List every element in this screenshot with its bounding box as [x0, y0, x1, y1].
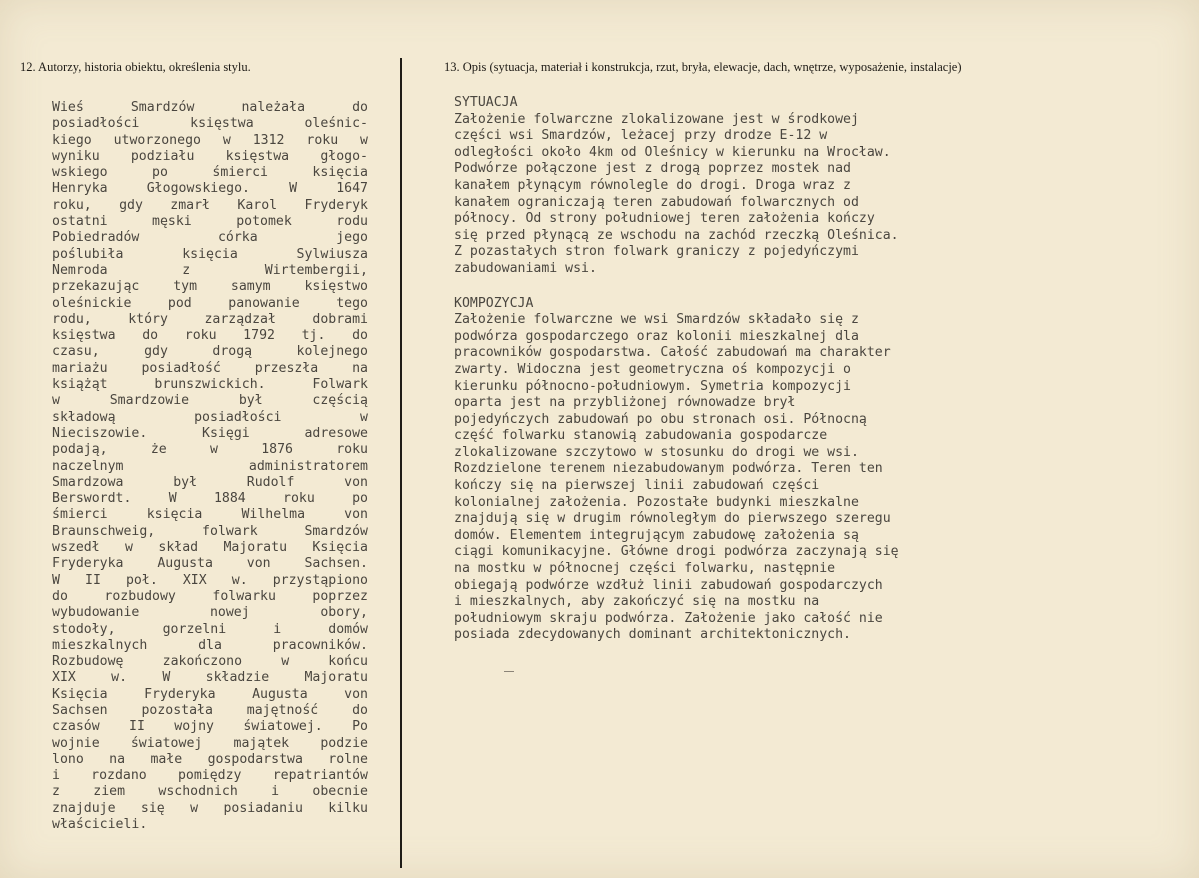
- text-line: się przed płynącą ze wschodu na zachód rzeczką Oleśnica.: [454, 227, 899, 243]
- text-line: Berswordt. W 1884 roku po: [52, 491, 368, 507]
- text-line: składową posiadłości w: [52, 409, 368, 425]
- text-line: stodoły, gorzelni i domów: [52, 621, 368, 637]
- text-line: Rozbudowę zakończono w końcu: [52, 654, 368, 670]
- text-line: posiada zdecydowanych dominant architektonicznych.: [454, 627, 851, 643]
- text-line: kiego utworzonego w 1312 roku w: [52, 132, 368, 148]
- text-line: Henryka Głogowskiego. W 1647: [52, 181, 368, 197]
- text-line: księstwa do roku 1792 tj. do: [52, 328, 368, 344]
- text-line: obiegają podwórze wzdłuż linii zabudowań gospodarczych: [454, 577, 883, 593]
- text-line: znajdują się w drugim równoległym do pierwszego szeregu: [454, 511, 891, 527]
- text-line: do rozbudowy folwarku poprzez: [52, 588, 368, 604]
- section-gap: [454, 278, 1024, 296]
- text-line: odległości około 4km od Oleśnicy w kierunku na Wrocław.: [454, 144, 891, 160]
- text-line: ciągi komunikacyjne. Główne drogi podwórza zaczynają się: [454, 544, 899, 560]
- text-line: kończy się na pierwszej linii zabudowań części: [454, 478, 820, 494]
- section-12-header: 12. Autorzy, historia obiektu, określenia stylu.: [20, 60, 251, 74]
- text-line: posiadłości księstwa oleśnic-: [52, 116, 368, 132]
- text-line: Rozdzielone terenem niezabudowanym podwórza. Teren ten: [454, 461, 883, 477]
- text-line: książąt brunszwickich. Folwark: [52, 377, 368, 393]
- composition-title: KOMPOZYCJA: [454, 295, 534, 311]
- text-line: Pobiedradów córka jego: [52, 230, 368, 246]
- text-line: roku, gdy zmarł Karol Fryderyk: [52, 197, 368, 213]
- text-line: Założenie folwarczne we wsi Smardzów składało się z: [454, 312, 859, 328]
- text-line: ostatni męski potomek rodu: [52, 214, 368, 230]
- text-line: Smardzowa był Rudolf von: [52, 474, 368, 490]
- text-line: domów. Elementem integrującym zabudowę założenia są: [454, 527, 859, 543]
- history-text-column: [52, 100, 368, 833]
- text-line: wskiego po śmierci księcia: [52, 165, 368, 181]
- stray-mark: [504, 671, 514, 672]
- text-line: wybudowanie nowej obory,: [52, 605, 368, 621]
- text-line: kanałem ograniczają teren zabudowań folwarcznych od: [454, 194, 859, 210]
- text-line: rodu, który zarządzał dobrami: [52, 311, 368, 327]
- text-line: w Smardzowie był częścią: [52, 393, 368, 409]
- text-line: Podwórze połączone jest z drogą poprzez mostek nad: [454, 161, 851, 177]
- text-line: i mieszkalnych, aby zakończyć się na mostku na: [454, 594, 820, 610]
- text-line: Nieciszowie. Księgi adresowe: [52, 425, 368, 441]
- text-line: wszedł w skład Majoratu Księcia: [52, 540, 368, 556]
- text-line: wyniku podziału księstwa głogo-: [52, 148, 368, 164]
- text-line: z ziem wschodnich i obecnie: [52, 784, 368, 800]
- text-line: południowym skraju podwórza. Założenie jako całość nie: [454, 610, 883, 626]
- text-line: kolonialnej założenia. Pozostałe budynki mieszkalne: [454, 494, 859, 510]
- text-line: Braunschweig, folwark Smardzów: [52, 523, 368, 539]
- text-line: zlokalizowane szczytowo w stosunku do drogi we wsi.: [454, 444, 859, 460]
- text-line: W II poł. XIX w. przystąpiono: [52, 572, 368, 588]
- text-line: oleśnickie pod panowanie tego: [52, 295, 368, 311]
- column-divider: [400, 58, 402, 868]
- description-column: [454, 95, 1024, 644]
- text-line: właścicieli.: [52, 817, 148, 833]
- text-line: Fryderyka Augusta von Sachsen.: [52, 556, 368, 572]
- text-line: zabudowaniami wsi.: [454, 260, 597, 276]
- text-line: zwarty. Widoczna jest geometryczna oś kompozycji o: [454, 361, 851, 377]
- text-line: pracowników gospodarstwa. Całość zabudowań ma charakter: [454, 345, 891, 361]
- composition-text: [454, 312, 1024, 644]
- text-line: XIX w. W składzie Majoratu: [52, 670, 368, 686]
- text-line: podają, że w 1876 roku: [52, 442, 368, 458]
- text-line: Z pozastałych stron folwark graniczy z pojedyńczymi: [454, 244, 859, 260]
- text-line: poślubiła księcia Sylwiusza: [52, 246, 368, 262]
- situation-title: SYTUACJA: [454, 95, 518, 110]
- situation-text: [454, 112, 1024, 278]
- text-line: Nemroda z Wirtembergii,: [52, 262, 368, 278]
- text-line: Księcia Fryderyka Augusta von: [52, 686, 368, 702]
- text-line: wojnie światowej majątek podzie: [52, 735, 368, 751]
- section-13-header: 13. Opis (sytuacja, materiał i konstrukcja, rzut, bryła, elewacje, dach, wnętrze, wyposażenie, instalacje): [444, 60, 962, 74]
- text-line: podwórza gospodarczego oraz kolonii mieszkalnej dla: [454, 328, 859, 344]
- text-line: północy. Od strony południowej teren założenia kończy: [454, 211, 875, 227]
- text-line: czasu, gdy drogą kolejnego: [52, 344, 368, 360]
- text-line: naczelnym administratorem: [52, 458, 368, 474]
- text-line: oparta jest na przybliżonej równowadze brył: [454, 395, 796, 411]
- text-line: przekazując tym samym księstwo: [52, 279, 368, 295]
- text-line: i rozdano pomiędzy repatriantów: [52, 768, 368, 784]
- text-line: części wsi Smardzów, leżacej przy drodze E-12 w: [454, 128, 828, 144]
- text-line: na mostku w północnej części folwarku, następnie: [454, 561, 836, 577]
- text-line: mieszkalnych dla pracowników.: [52, 637, 368, 653]
- text-line: lono na małe gospodarstwa rolne: [52, 751, 368, 767]
- text-line: śmierci księcia Wilhelma von: [52, 507, 368, 523]
- text-line: znajduje się w posiadaniu kilku: [52, 800, 368, 816]
- text-line: Sachsen pozostała majętność do: [52, 702, 368, 718]
- text-line: mariażu posiadłość przeszła na: [52, 360, 368, 376]
- text-line: czasów II wojny światowej. Po: [52, 719, 368, 735]
- text-line: kanałem płynącym równolegle do drogi. Droga wraz z: [454, 177, 851, 193]
- text-line: Wieś Smardzów należała do: [52, 100, 368, 115]
- text-line: kierunku północno-południowym. Symetria kompozycji: [454, 378, 851, 394]
- text-line: część folwarku stanowią zabudowania gospodarcze: [454, 428, 828, 444]
- text-line: pojedyńczych zabudowań po obu stronach osi. Północną: [454, 411, 867, 427]
- text-line: Założenie folwarczne zlokalizowane jest w środkowej: [454, 111, 859, 127]
